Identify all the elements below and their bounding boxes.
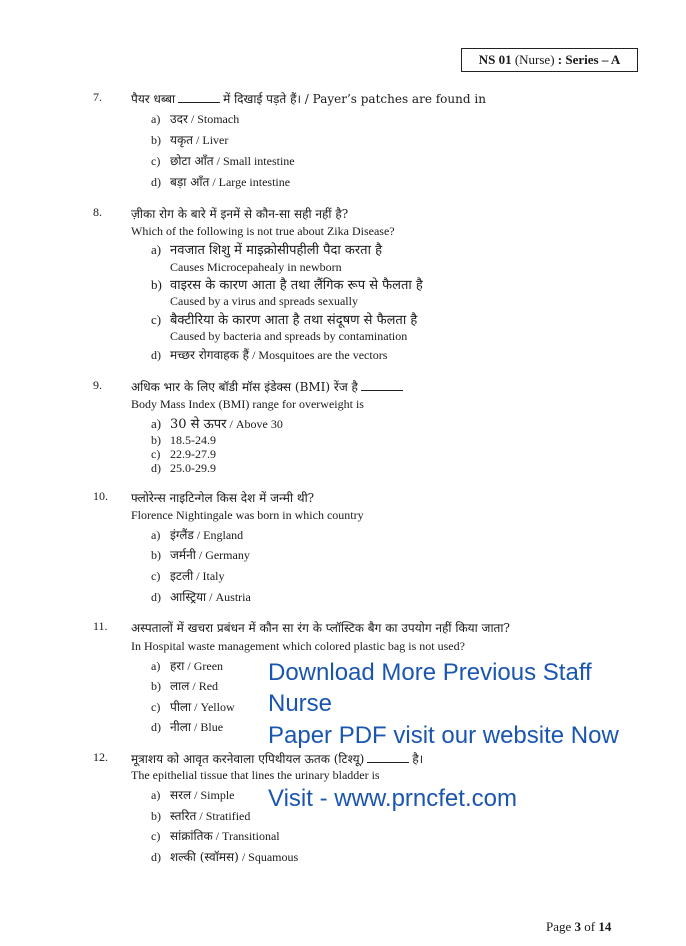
option-d: d) नीला / Blue [151,720,224,734]
option-d: d) 25.0-29.9 [151,461,216,475]
question-number: 11. [93,619,108,633]
answer-blank [367,752,409,763]
answer-blank [361,380,403,391]
option-a: a) उदर / Stomach [151,112,240,126]
option-b: b) स्तरित / Stratified [151,809,251,823]
question-number: 10. [93,489,108,503]
header-separator: : [557,52,563,67]
option-b: b) लाल / Red [151,679,219,693]
option-c: c) पीला / Yellow [151,700,235,714]
question-text-hi: अधिक भार के लिए बॉडी मॉस इंडेक्स (BMI) रेंज है [131,378,406,395]
ad-line-3: Paper PDF visit our website Now [268,722,619,749]
option-c: c) बैक्टीरिया के कारण आता है तथा संदूषण से फैलता है [151,312,418,328]
option-a: a) इंग्लैंड / England [151,528,244,542]
option-b: b) वाइरस के कारण आता है तथा लैंगिक रूप से फैलता है [151,277,423,293]
option-b-en: Caused by a virus and spreads sexually [170,294,358,308]
question-text-en: Florence Nightingale was born in which country [131,508,364,522]
option-a-en: Causes Microcepahealy in newborn [170,260,342,274]
question-number: 9. [93,378,102,392]
paper-series: Series – A [565,52,621,67]
question-number: 12. [93,750,108,764]
option-a: a) सरल / Simple [151,788,235,802]
answer-blank [178,92,220,103]
option-b: b) यकृत / Liver [151,133,229,147]
series-header [461,48,638,72]
question-text: पैयर धब्बा में दिखाई पड़ते हैं। / Payer’s patches are found in [131,92,486,106]
option-c: c) 22.9-27.9 [151,447,216,461]
question-text-en: Body Mass Index (BMI) range for overweight is [131,397,364,411]
option-d: d) आस्ट्रिया / Austria [151,590,251,604]
option-c-en: Caused by bacteria and spreads by contamination [170,329,408,343]
option-d: d) बड़ा आँत / Large intestine [151,175,291,189]
question-number: 7. [93,90,102,104]
ad-website-link[interactable]: Visit - www.prncfet.com [268,785,517,812]
question-text-en: The epithelial tissue that lines the urinary bladder is [131,768,380,782]
question-text-en: Which of the following is not true about Zika Disease? [131,224,395,238]
ad-line-2: Nurse [268,690,333,717]
option-b: b) 18.5-24.9 [151,433,216,447]
question-number: 8. [93,205,102,219]
question-text-hi: अस्पतालों में खचरा प्रबंधन में कौन सा रंग के प्लॉस्टिक बैग का उपयोग नहीं किया जाता? [131,621,510,635]
option-a: a) 30 से ऊपर / Above 30 [151,416,283,432]
option-c: c) छोटा आँत / Small intestine [151,154,295,168]
option-c: c) सांक्रांतिक / Transitional [151,829,280,843]
option-c: c) इटली / Italy [151,569,225,583]
option-d: d) मच्छर रोगवाहक हैं / Mosquitoes are the vectors [151,348,388,362]
ad-line-1: Download More Previous Staff [268,659,592,686]
option-a: a) नवजात शिशु में माइक्रोसीपहीली पैदा करता है [151,242,382,258]
question-text-en: In Hospital waste management which colored plastic bag is not used? [131,639,465,653]
option-b: b) जर्मनी / Germany [151,548,250,562]
paper-type: (Nurse) [514,52,555,67]
question-text-hi: मूत्राशय को आवृत करनेवाला एपिथीयल ऊतक (टिश्यू) है। [131,752,424,766]
option-d: d) शल्की (स्वॉमस) / Squamous [151,850,299,864]
paper-code: NS 01 [478,52,512,67]
question-text-hi: फ्लोरेन्स नाइटिन्गेल किस देश में जन्मी थी? [131,491,315,505]
option-a: a) हरा / Green [151,659,224,673]
page-number: Page 3 of 14 [546,919,612,934]
question-text-hi: ज़ीका रोग के बारे में इनमें से कौन-सा सही नहीं है? [131,207,349,221]
